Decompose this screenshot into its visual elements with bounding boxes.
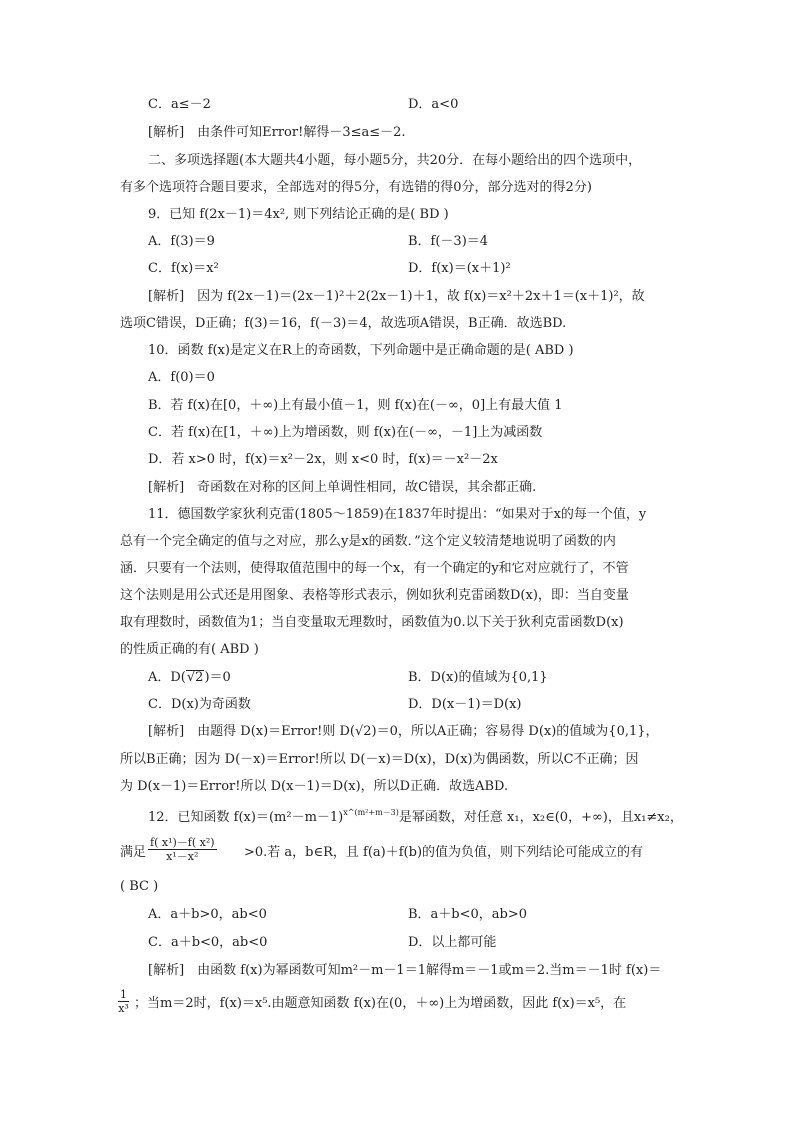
q12-fraction-denominator: x¹－x² — [166, 850, 199, 863]
q12-stem-prefix: 12．已知函数 f(x)＝(m²－m－1) — [148, 810, 344, 825]
sqrt-symbol: √2 — [186, 670, 204, 685]
q8-option-d: D．a<0 — [408, 97, 459, 112]
q9-option-d: D．f(x)＝(x＋1)² — [408, 261, 511, 276]
q12-stem-line2-suffix: >0.若 a，b∈R，且 f(a)＋f(b)的值为负值，则下列结论可能成立的有 — [244, 845, 644, 860]
q12-option-a: A．a＋b>0，ab<0 — [148, 907, 267, 922]
q11-option-a — [148, 668, 231, 688]
q11-option-b: B．D(x)的值域为{0,1} — [408, 670, 548, 685]
q8-analysis: [解析] 由条件可知Error!解得－3≤a≤－2. — [148, 125, 406, 140]
q12-option-d: D．以上都可能 — [408, 935, 497, 950]
q11-option-d: D．D(x－1)＝D(x) — [408, 697, 522, 712]
q11-option-c: C．D(x)为奇函数 — [148, 697, 251, 712]
q11-analysis-line2: 所以B正确；因为 D(－x)＝Error!所以 D(－x)＝D(x)，D(x)为偶函数，所以C不正确；因 — [120, 752, 639, 767]
q10-stem: 10．函数 f(x)是定义在R上的奇函数，下列命题中是正确命题的是( ABD ) — [148, 343, 574, 358]
q12-analysis-fraction-numerator: 1 — [120, 988, 127, 1001]
q9-option-b: B．f(－3)＝4 — [408, 234, 489, 249]
q11-stem-line3: 涵．只要有一个法则，使得取值范围中的每一个x，有一个确定的y和它对应就行了，不管 — [120, 561, 629, 576]
q12-option-b: B．a＋b<0，ab>0 — [408, 907, 528, 922]
q9-analysis-line1: [解析] 因为 f(2x－1)＝(2x－1)²＋2(2x－1)＋1，故 f(x)＝x²＋2x＋1＝(x＋1)²，故 — [148, 289, 645, 304]
q8-option-c: C．a≤－2 — [148, 97, 211, 112]
q11-stem-line6: 的性质正确的有( ABD ) — [120, 642, 259, 657]
q10-option-c: C．若 f(x)在[1，＋∞)上为增函数，则 f(x)在(－∞，－1]上为减函数 — [148, 425, 543, 440]
q11-stem-line2: 总有一个完全确定的值与之对应，那么y是x的函数．”这个定义较清楚地说明了函数的内 — [120, 534, 616, 549]
q12-stem-line1 — [148, 808, 683, 829]
q11-stem-line1: 11．德国数学家狄利克雷(1805～1859)在1837年时提出：“如果对于x的每一个值，y — [148, 507, 647, 522]
q11-stem-line4: 这个法则是用公式还是用图象、表格等形式表示，例如狄利克雷函数D(x)，即：当自变量 — [120, 588, 629, 603]
q12-stem-suffix: 是幂函数，对任意 x₁，x₂∈(0，+∞)，且x₁≠x₂， — [398, 810, 683, 825]
section-heading-line1: 二、多项选择题(本大题共4小题，每小题5分，共20分．在每小题给出的四个选项中， — [148, 153, 642, 168]
q9-option-c: C．f(x)＝x² — [148, 261, 219, 276]
q11-analysis-line1: [解析] 由题得 D(x)＝Error!则 D(√2)＝0，所以A正确；容易得 D(x)的值域为{0,1}， — [148, 724, 659, 739]
q11-analysis-line3: 为 D(x－1)＝Error!所以 D(x－1)＝D(x)，所以D正确．故选ABD. — [120, 779, 509, 794]
q12-analysis-fraction — [118, 988, 129, 1015]
q10-option-b: B．若 f(x)在[0，＋∞)上有最小值－1，则 f(x)在(－∞，0]上有最大值 1 — [148, 398, 563, 413]
q12-fraction — [148, 836, 217, 863]
q12-analysis-line2: ；当m＝2时，f(x)＝x⁵.由题意知函数 f(x)在(0，＋∞)上为增函数，因此 f(x)＝x⁵，在 — [134, 996, 627, 1011]
q12-fraction-numerator: f( x¹)－f( x²) — [150, 836, 215, 849]
q12-stem-line2-prefix: 满足 — [120, 845, 147, 860]
q11-option-a-suffix: )＝0 — [204, 670, 231, 685]
q9-analysis-line2: 选项C错误，D正确；f(3)＝16，f(－3)＝4，故选项A错误，B正确．故选BD. — [120, 316, 567, 331]
q9-option-a: A．f(3)＝9 — [148, 234, 215, 249]
q10-option-d: D．若 x>0 时，f(x)＝x²－2x，则 x<0 时，f(x)＝－x²－2x — [148, 452, 498, 467]
section-heading-line2: 有多个选项符合题目要求，全部选对的得5分，有选错的得0分，部分选对的得2分) — [120, 180, 592, 195]
q12-analysis-line1: [解析] 由函数 f(x)为幂函数可知m²－m－1＝1解得m＝－1或m＝2.当m＝－1时 f(x)＝ — [148, 963, 662, 978]
q12-stem-line3: ( BC ) — [120, 879, 159, 894]
q12-exponent: x^(m²+m－3) — [343, 808, 399, 817]
q12-analysis-fraction-denominator: x³ — [118, 1002, 129, 1015]
q11-stem-line5: 取有理数时，函数值为1；当自变量取无理数时，函数值为0.以下关于狄利克雷函数D(x) — [120, 615, 624, 630]
q10-analysis: [解析] 奇函数在对称的区间上单调性相同，故C错误，其余都正确. — [148, 480, 537, 495]
q12-option-c: C．a＋b<0，ab<0 — [148, 935, 268, 950]
q10-option-a: A．f(0)＝0 — [148, 370, 215, 385]
q11-option-a-prefix: A．D( — [148, 670, 186, 685]
q9-stem: 9．已知 f(2x－1)＝4x², 则下列结论正确的是( BD ) — [148, 207, 449, 222]
